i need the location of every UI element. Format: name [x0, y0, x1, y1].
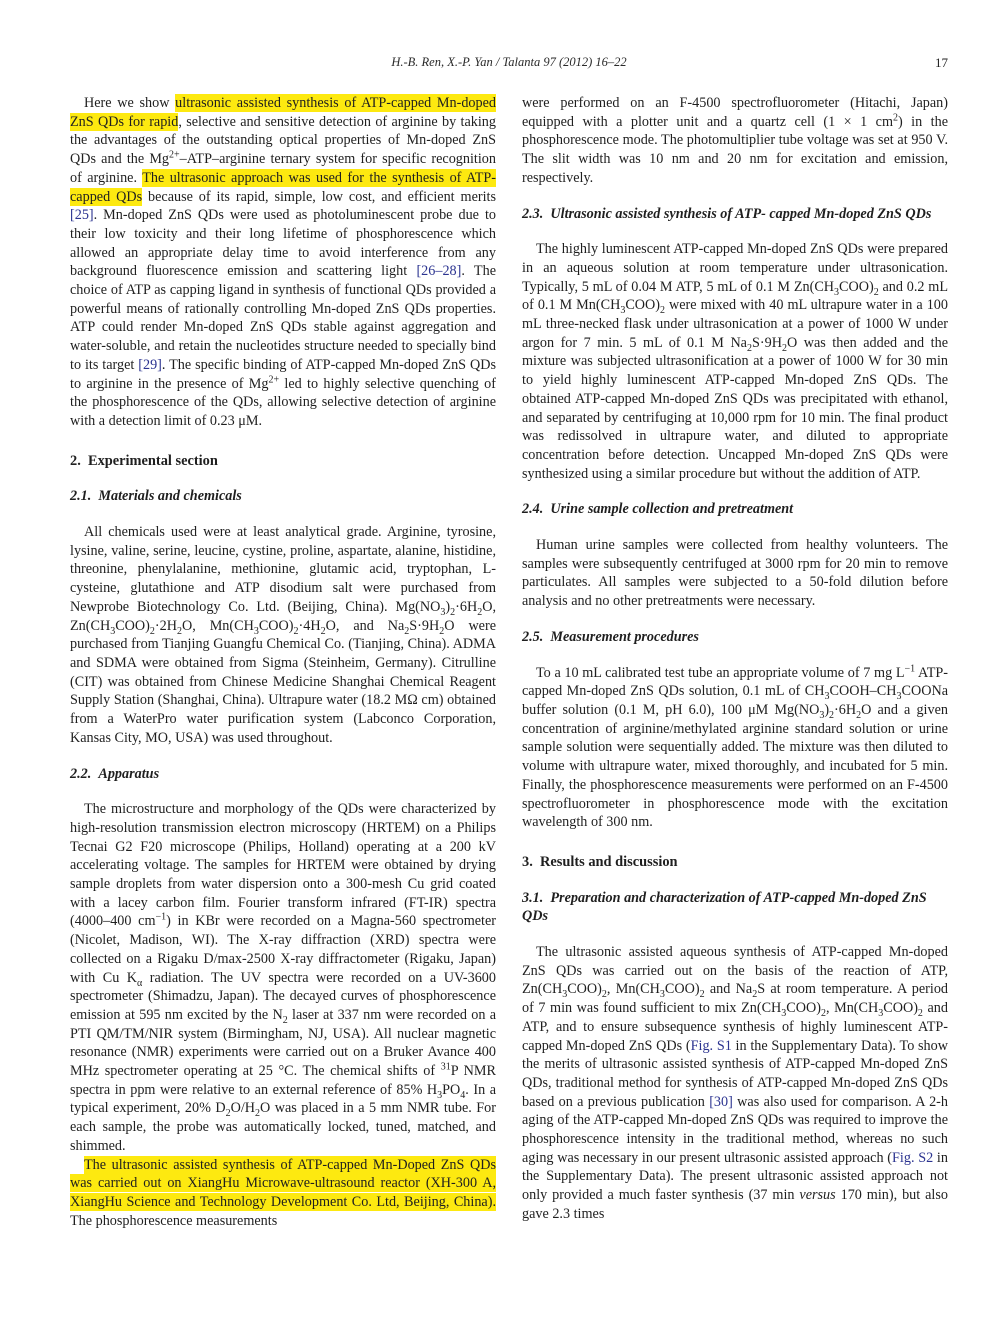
citation-link[interactable]: Fig. S2	[892, 1149, 934, 1166]
citation-link[interactable]: [25]	[70, 207, 94, 224]
section-3-1-heading: 3.1. Preparation and characterization of ATP-capped Mn-doped ZnS QDs	[522, 889, 927, 925]
results-paragraph: The ultrasonic assisted aqueous synthesis of ATP-capped Mn-doped ZnS QDs was carried out on the basis of the reaction of ATP, $Zn(CH_3COO)_2$, $Mn(CH_3COO)_2$ and $Na_2S$ at room temperature. A period of 7 min was found sufficient to mix $Zn(CH_3COO)_2$, $Mn(CH_3COO)_2$ and ATP, and to ensure subsequence synthesis of highly luminescent ATP-capped Mn-doped ZnS QDs (Fig. S1 in the Supplementary Data). To show the merits of ultrasonic assisted synthesis of ATP-capped Mn-doped ZnS QDs, traditional method for synthesis of ATP-capped Mn-doped ZnS QDs based on a previous publication [30] was also used for comparison. A 2-h aging of the ATP-capped Mn-doped ZnS QDs was required to improve the phosphorescence intensity in the traditional method, whereas no such aging was necessary in our present ultrasonic assisted approach (Fig. S2 in the Supplementary Data). The present ultrasonic assisted approach not only provided a much faster synthesis (37 min versus 170 min), but also gave 2.3 times	[522, 944, 949, 1222]
page-number: 17	[935, 55, 948, 70]
section-2-5-heading: 2.5. Measurement procedures	[522, 628, 699, 645]
section-2-heading: 2. Experimental section	[70, 452, 218, 469]
section-3-heading: 3. Results and discussion	[522, 853, 678, 870]
spectrofluorometer-paragraph: were performed on an F-4500 spectrofluorometer (Hitachi, Japan) equipped with a plotter unit and a quartz cell (1 × 1 $cm^2$) in the phosphorescence mode. The photomultiplier tube voltage was set at 950 V. The slit width was 10 nm and 20 nm for excitation and emission, respectively.	[522, 95, 948, 186]
reactor-paragraph: The ultrasonic assisted synthesis of ATP-capped Mn-Doped ZnS QDs was carried out on XiangHu Microwave-ultrasound reactor (XH-300 A, XiangHu Science and Technology Development Co. Ltd, Beijing, China). The phosphorescence measurements	[70, 1156, 496, 1229]
synthesis-paragraph: The highly luminescent ATP-capped Mn-doped ZnS QDs were prepared in an aqueous solution at room temperature under ultrasonication. Typically, 5 mL of 0.04 M ATP, 5 mL of 0.1 M $Zn(CH_3COO)_2$ and 0.2 mL of 0.1 M $Mn(CH_3COO)_2$ were mixed with 40 mL ultrapure water in a 100 mL three-necked flask under ultrasonication at a power of 1000 W under argon for 7 min. 5 mL of 0.1 M $Na_2S\cdot 9H_2O$ was then added and the mixture was subjected ultrasonification at a power of 1000 W for 30 min to yield highly luminescent ATP-capped Mn-doped ZnS QDs. The obtained ATP-capped Mn-doped ZnS QDs was precipitated with ethanol, and separated by centrifuging at 10,000 rpm for 10 min. The final product was redissolved in ultrapure water, and diluted to appropriate concentration before detection. Uncapped Mn-doped ZnS QDs were synthesized using a similar procedure but without the addition of ATP.	[522, 241, 949, 482]
section-2-3-heading: 2.3. Ultrasonic assisted synthesis of ATP- capped Mn-doped ZnS QDs	[522, 205, 932, 222]
citation-link[interactable]: [26–28]	[416, 263, 462, 280]
section-2-1-heading: 2.1. Materials and chemicals	[70, 488, 242, 505]
section-2-4-heading: 2.4. Urine sample collection and pretreatment	[522, 501, 794, 518]
citation-link[interactable]: Fig. S1	[690, 1037, 732, 1054]
intro-paragraph: Here we show ultrasonic assisted synthesis of ATP-capped Mn-doped ZnS QDs for rapid, selective and sensitive detection of arginine by taking the advantages of the outstanding optical properties of Mn-doped ZnS QDs and the $Mg^{2+}-ATP$–arginine ternary system for specific recognition of arginine. The ultrasonic approach was used for the synthesis of ATP-capped QDs because of its rapid, simple, low cost, and efficient merits [25]. Mn-doped ZnS QDs were used as photoluminescent probe due to their low toxicity and their long lifetime of phosphorescence which allowed an appropriate delay time to avoid interference from any background fluorescence emission and scattering light [26–28]. The choice of ATP as capping ligand in synthesis of functional QDs provided a powerful means of rationally controlling Mn-doped ZnS QDs properties. ATP could render Mn-doped ZnS QDs stable against aggregation and water-soluble, and retain the nucleotides structure needed to specially bind to its target [29]. The specific binding of ATP-capped Mn-doped ZnS QDs to arginine in the presence of $Mg^{2+}$ led to highly selective quenching of the phosphorescence of the QDs, allowing selective detection of arginine with a detection limit of 0.23 μM.	[70, 95, 497, 429]
highlighted-text: The ultrasonic assisted synthesis of ATP-capped Mn-Doped ZnS QDs was carried out on XiangHu Microwave-ultrasound reactor (XH-300 A, XiangHu Science and Technology Development Co. Ltd, Beijing, China).	[70, 1156, 496, 1210]
citation-link[interactable]: [29]	[138, 356, 162, 373]
urine-sample-paragraph: Human urine samples were collected from healthy volunteers. The samples were subsequently centrifuged at 3000 rpm for 20 min to remove particulates. All samples were subjected to a 50-fold dilution before analysis and no other pretreatments were necessary.	[522, 537, 948, 610]
highlighted-text: The ultrasonic approach was used for the synthesis of ATP-capped QDs	[70, 169, 497, 205]
running-title: H.-B. Ren, X.-P. Yan / Talanta 97 (2012) 16–22	[391, 55, 627, 69]
apparatus-paragraph: The microstructure and morphology of the QDs were characterized by high-resolution transmission electron microscopy (HRTEM) on a Philips Tecnai G2 F20 microscope (Philips, Holland) operating at a 200 kV accelerating voltage. The samples for HRTEM were obtained by drying sample droplets from water dispersion onto a 300-mesh Cu grid coated with a lacey carbon film. Fourier transform infrared (FT-IR) spectra (4000–400 $cm^{-1}$) in KBr were recorded on a Magna-560 spectrometer (Nicolet, Madison, WI). The X-ray diffraction (XRD) spectra were collected on a Rigaku D/max-2500 X-ray diffractometer (Rigaku, Japan) with Cu $K_\alpha$ radiation. The UV spectra were recorded on a UV-3600 spectrometer (Shimadzu, Japan). The decayed curves of phosphorescence emission at 595 nm excited by the $N_2$ laser at 337 nm were recorded on a PTI QM/TM/NIR system (Birmingham, NJ, USA). All nuclear magnetic resonance (NMR) experiments were carried out on a Bruker Avance 400 MHz spectrometer operating at 25 °C. The chemical shifts of $^{31}$P NMR spectra in ppm were relative to an external reference of 85% $H_3PO_4$. In a typical experiment, 20% $D_2O/H_2O$ was placed in a 5 mm NMR tube. For each sample, the probe was automatically locked, tuned, matched, and shimmed.	[70, 801, 497, 1154]
two-column-body	[70, 94, 948, 1230]
citation-link[interactable]: [30]	[709, 1093, 733, 1110]
right-column	[522, 94, 948, 1230]
highlighted-text: ultrasonic assisted synthesis of ATP-capped Mn-doped ZnS QDs for rapid	[70, 95, 497, 130]
page-header	[70, 55, 948, 75]
measurement-paragraph: To a 10 mL calibrated test tube an appropriate volume of 7 mg $L^{-1}$ ATP-capped Mn-doped ZnS QDs solution, 0.1 mL of $CH_3COOH-CH_3COONa$ buffer solution (0.1 M, pH 6.0), 100 μM $Mg(NO_3)_2\cdot 6H_2O$ and a given concentration of arginine/methylated arginine standard solution or urine sample solution were sequentially added. The mixture was then diluted to volume with ultrapure water, mixed thoroughly, and incubated for 5 min. Finally, the phosphorescence measurements were performed on an F-4500 spectrofluorometer in phosphorescence mode with the excitation wavelength of 300 nm.	[522, 662, 948, 831]
section-2-2-heading: 2.2. Apparatus	[70, 765, 160, 782]
materials-paragraph: All chemicals used were at least analytical grade. Arginine, tyrosine, lysine, valine, serine, leucine, cystine, proline, aspartate, alanine, histidine, threonine, phenylalanine, methionine, glutamic acid, tryptophan, L-cysteine, glutathione and ATP disodium salt were purchased from Newprobe Biotechnology Co. Ltd. (Beijing, China). $Mg(NO_3)_2\cdot 6H_2O$, $Zn(CH_3COO)_2\cdot 2H_2O$, $Mn(CH_3COO)_2\cdot 4H_2O$, and $Na_2S\cdot 9H_2O$ were purchased from Tianjing Guangfu Chemical Co. (Tianjing, China). ADMA and SDMA were obtained from Sigma (Steinheim, Germany). Citrulline (CIT) was obtained from Chinese Medicine Shanghai Chemical Reagent Supply Station (Shanghai, China). Ultrapure water (18.2 MΩ cm) obtained from a WaterPro water purification system (Labconco Corporation, Kansas City, MO, USA) was used throughout.	[70, 524, 497, 746]
left-column	[70, 94, 496, 1230]
